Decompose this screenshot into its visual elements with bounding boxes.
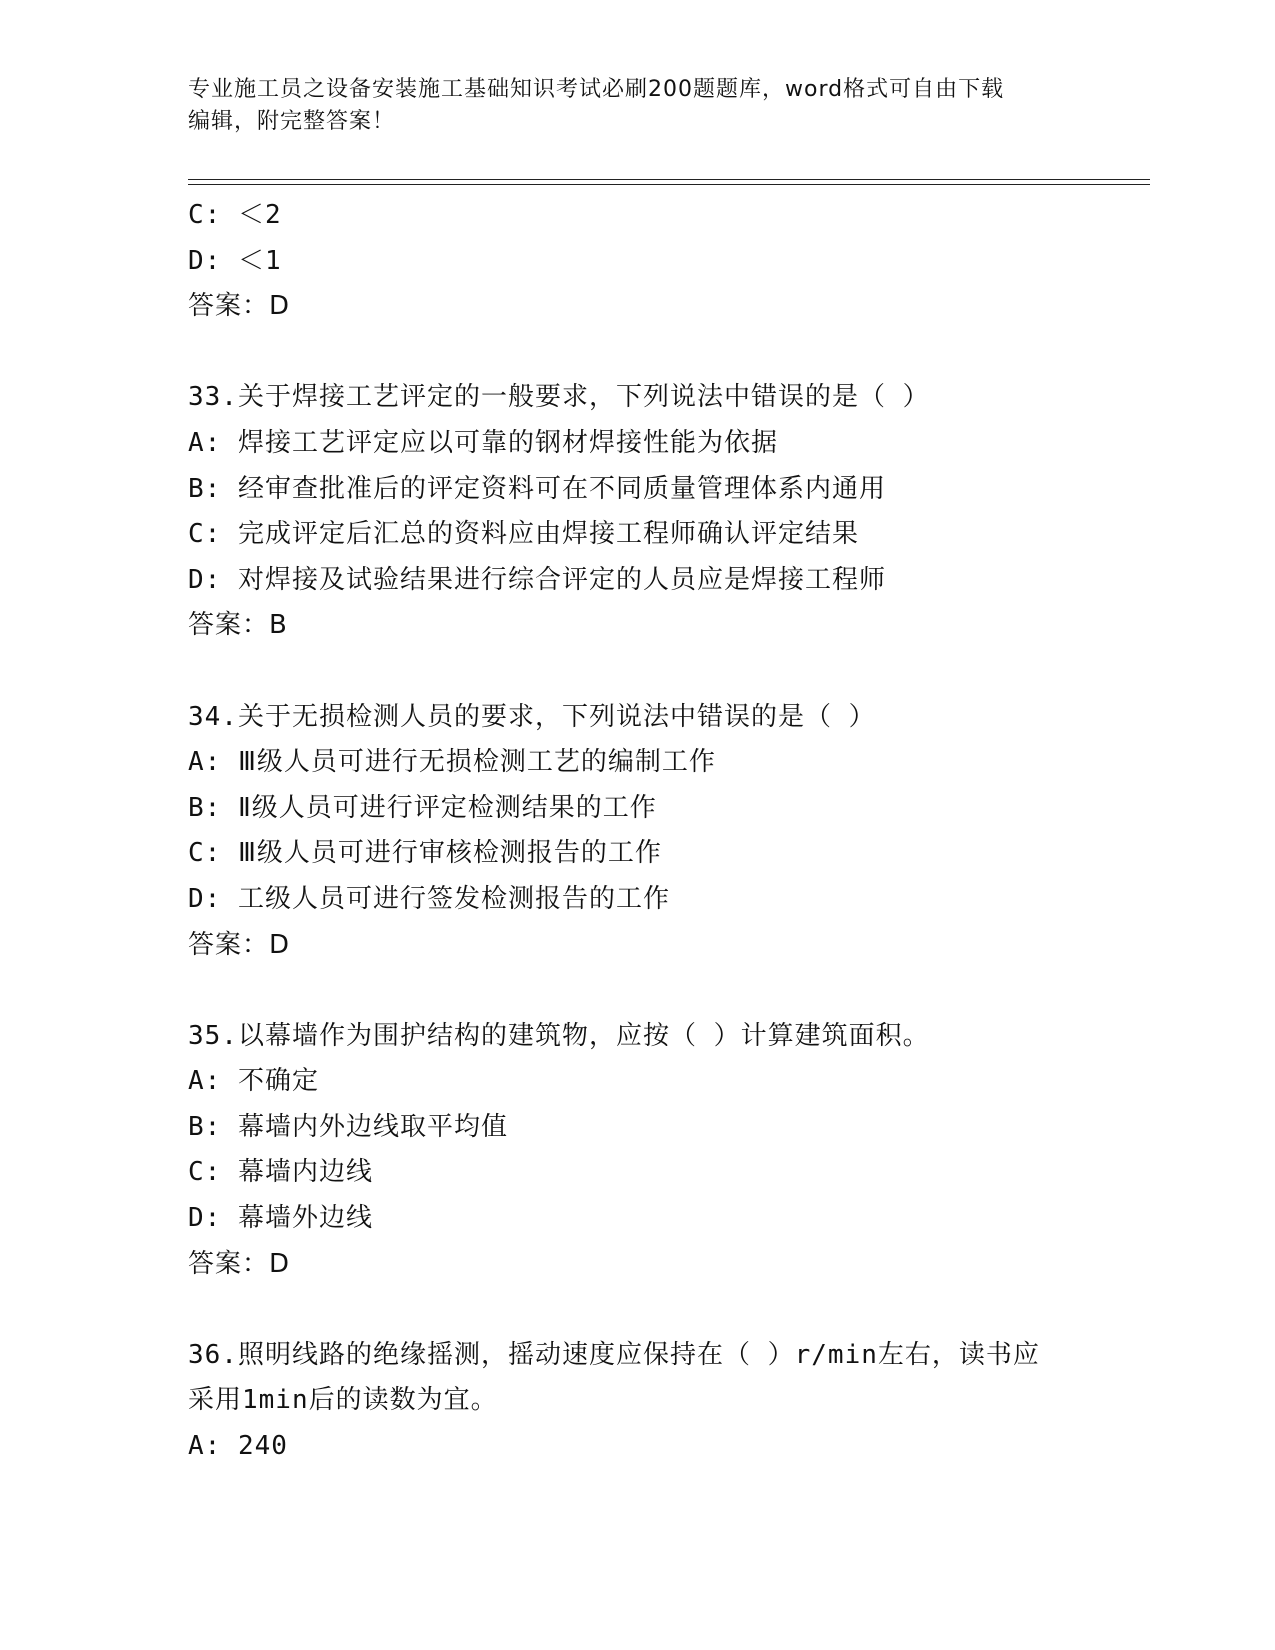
- option-c: C: ＜2: [188, 200, 282, 230]
- question-block-prev: [188, 193, 1148, 330]
- option-d: D: 对焊接及试验结果进行综合评定的人员应是焊接工程师: [188, 564, 886, 595]
- header-divider-top: [188, 179, 1150, 180]
- question-stem: 35.以幕墙作为围护结构的建筑物，应按（ ）计算建筑面积。: [188, 1020, 930, 1051]
- option-b: B: 经审查批准后的评定资料可在不同质量管理体系内通用: [188, 473, 886, 504]
- question-stem: 34.关于无损检测人员的要求，下列说法中错误的是（ ）: [188, 701, 876, 732]
- spacer: [188, 649, 1148, 695]
- question-block-35: [188, 1014, 1148, 1288]
- option-c: C: Ⅲ级人员可进行审核检测报告的工作: [188, 838, 662, 869]
- question-stem-line1: 36.照明线路的绝缘摇测，摇动速度应保持在（ ）r/min左右，读书应: [188, 1339, 1040, 1370]
- option-a: A: 240: [188, 1431, 288, 1462]
- option-b: B: Ⅱ级人员可进行评定检测结果的工作: [188, 792, 657, 823]
- answer-line: 答案：D: [188, 1248, 291, 1279]
- spacer: [188, 1287, 1148, 1333]
- question-block-34: [188, 695, 1148, 969]
- question-list: [188, 193, 1148, 1470]
- option-a: A: Ⅲ级人员可进行无损检测工艺的编制工作: [188, 747, 716, 778]
- header-title-line1: 专业施工员之设备安装施工基础知识考试必刷200题题库，word格式可自由下载: [188, 77, 1005, 102]
- question-block-36: [188, 1333, 1148, 1470]
- answer-line: 答案：D: [188, 291, 291, 322]
- spacer: [188, 330, 1148, 376]
- header-divider-bottom: [188, 184, 1150, 185]
- document-header: [188, 74, 1088, 138]
- spacer: [188, 968, 1148, 1014]
- header-title-line2: 编辑，附完整答案！: [188, 109, 396, 134]
- option-d: D: ＜1: [188, 245, 282, 276]
- option-a: A: 不确定: [188, 1066, 319, 1097]
- option-a: A: 焊接工艺评定应以可靠的钢材焊接性能为依据: [188, 427, 778, 458]
- answer-line: 答案：D: [188, 929, 291, 960]
- question-block-33: [188, 375, 1148, 649]
- option-c: C: 幕墙内边线: [188, 1157, 373, 1188]
- question-stem: 33.关于焊接工艺评定的一般要求，下列说法中错误的是（ ）: [188, 382, 930, 413]
- answer-line: 答案：B: [188, 610, 288, 641]
- option-d: D: 工级人员可进行签发检测报告的工作: [188, 883, 670, 914]
- question-stem-line2: 采用1min后的读数为宜。: [188, 1385, 498, 1416]
- option-c: C: 完成评定后汇总的资料应由焊接工程师确认评定结果: [188, 519, 859, 550]
- option-b: B: 幕墙内外边线取平均值: [188, 1111, 508, 1142]
- option-d: D: 幕墙外边线: [188, 1203, 373, 1234]
